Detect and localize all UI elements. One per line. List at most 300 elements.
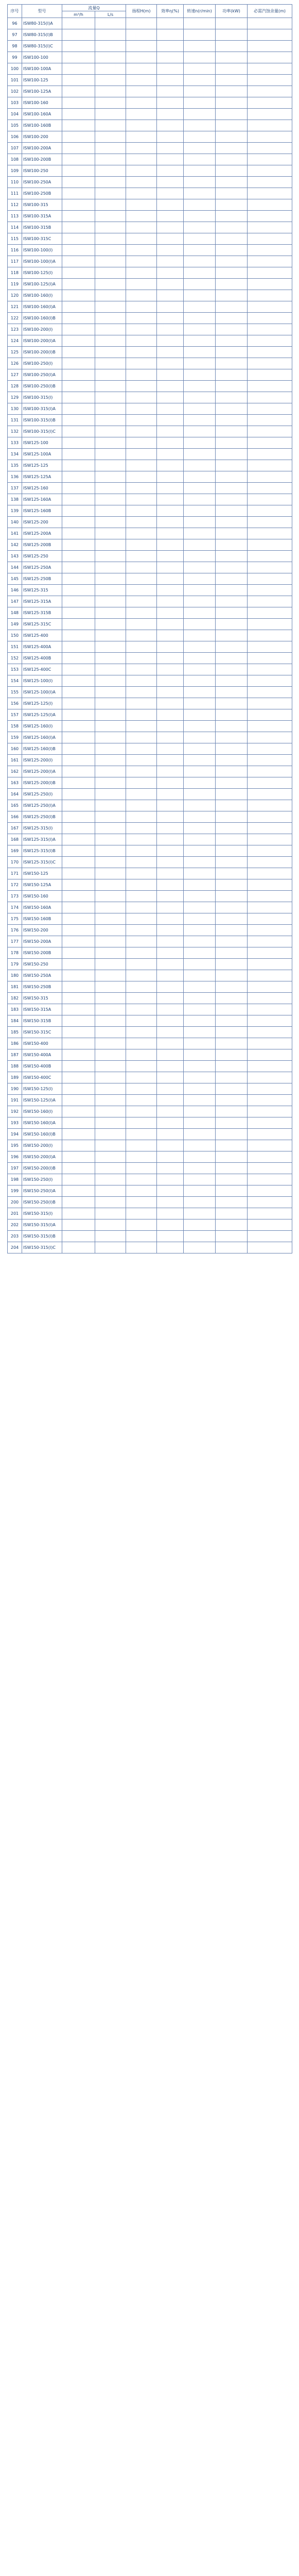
cell-power: [216, 709, 248, 721]
cell-efficiency: [157, 1004, 184, 1015]
cell-efficiency: [157, 483, 184, 494]
cell-power: [216, 41, 248, 52]
cell-power: [216, 528, 248, 539]
cell-model: ISW100-125(I): [22, 267, 62, 279]
cell-npsh: [248, 1140, 292, 1151]
cell-no: 103: [8, 97, 22, 109]
cell-npsh: [248, 199, 292, 211]
cell-no: 175: [8, 913, 22, 925]
cell-power: [216, 959, 248, 970]
cell-no: 151: [8, 641, 22, 653]
cell-speed: [184, 245, 216, 256]
table-row: [8, 245, 292, 256]
cell-speed: [184, 279, 216, 290]
cell-no: 191: [8, 1095, 22, 1106]
cell-efficiency: [157, 1049, 184, 1061]
cell-model: ISW125-400A: [22, 641, 62, 653]
cell-flow-ls: [95, 517, 126, 528]
cell-no: 164: [8, 789, 22, 800]
cell-no: 121: [8, 301, 22, 313]
cell-efficiency: [157, 698, 184, 709]
cell-no: 106: [8, 131, 22, 143]
cell-efficiency: [157, 211, 184, 222]
cell-model: ISW100-315C: [22, 233, 62, 245]
cell-speed: [184, 1027, 216, 1038]
cell-model: ISW150-200A: [22, 936, 62, 947]
cell-power: [216, 1185, 248, 1197]
cell-power: [216, 664, 248, 675]
table-row: [8, 403, 292, 415]
cell-flow-m3h: [62, 256, 95, 267]
cell-head: [126, 551, 157, 562]
cell-head: [126, 18, 157, 29]
cell-head: [126, 1027, 157, 1038]
cell-efficiency: [157, 313, 184, 324]
table-row: [8, 415, 292, 426]
cell-head: [126, 471, 157, 483]
cell-flow-m3h: [62, 539, 95, 551]
cell-head: [126, 29, 157, 41]
cell-speed: [184, 539, 216, 551]
cell-speed: [184, 1049, 216, 1061]
cell-npsh: [248, 1163, 292, 1174]
cell-npsh: [248, 1129, 292, 1140]
table-row: [8, 641, 292, 653]
table-row: [8, 1015, 292, 1027]
cell-power: [216, 1163, 248, 1174]
cell-npsh: [248, 687, 292, 698]
cell-no: 203: [8, 1231, 22, 1242]
cell-speed: [184, 641, 216, 653]
cell-flow-ls: [95, 1072, 126, 1083]
table-row: [8, 211, 292, 222]
cell-no: 189: [8, 1072, 22, 1083]
cell-model: ISW125-160(I)A: [22, 732, 62, 743]
cell-flow-ls: [95, 1129, 126, 1140]
cell-no: 201: [8, 1208, 22, 1219]
cell-npsh: [248, 845, 292, 857]
cell-flow-m3h: [62, 18, 95, 29]
table-row: [8, 562, 292, 573]
cell-no: 119: [8, 279, 22, 290]
cell-efficiency: [157, 777, 184, 789]
cell-model: ISW125-315B: [22, 607, 62, 619]
cell-efficiency: [157, 721, 184, 732]
table-row: [8, 1208, 292, 1219]
cell-power: [216, 823, 248, 834]
cell-flow-m3h: [62, 403, 95, 415]
cell-power: [216, 755, 248, 766]
cell-model: ISW100-100A: [22, 63, 62, 75]
cell-head: [126, 301, 157, 313]
table-row: [8, 109, 292, 120]
cell-npsh: [248, 245, 292, 256]
cell-head: [126, 358, 157, 369]
cell-flow-m3h: [62, 755, 95, 766]
cell-no: 187: [8, 1049, 22, 1061]
table-row: [8, 460, 292, 471]
cell-no: 99: [8, 52, 22, 63]
cell-power: [216, 483, 248, 494]
cell-model: ISW125-250: [22, 551, 62, 562]
cell-no: 113: [8, 211, 22, 222]
cell-head: [126, 845, 157, 857]
cell-efficiency: [157, 1027, 184, 1038]
table-row: [8, 925, 292, 936]
table-row: [8, 1095, 292, 1106]
cell-no: 122: [8, 313, 22, 324]
cell-efficiency: [157, 1208, 184, 1219]
cell-head: [126, 1117, 157, 1129]
cell-flow-m3h: [62, 936, 95, 947]
cell-npsh: [248, 1106, 292, 1117]
table-row: [8, 494, 292, 505]
cell-head: [126, 188, 157, 199]
cell-no: 152: [8, 653, 22, 664]
cell-npsh: [248, 437, 292, 449]
table-row: [8, 1049, 292, 1061]
cell-no: 115: [8, 233, 22, 245]
cell-flow-ls: [95, 1174, 126, 1185]
cell-flow-ls: [95, 199, 126, 211]
cell-flow-m3h: [62, 653, 95, 664]
cell-npsh: [248, 494, 292, 505]
cell-flow-ls: [95, 630, 126, 641]
cell-head: [126, 392, 157, 403]
cell-efficiency: [157, 539, 184, 551]
cell-npsh: [248, 596, 292, 607]
cell-model: ISW100-200B: [22, 154, 62, 165]
cell-npsh: [248, 709, 292, 721]
cell-power: [216, 211, 248, 222]
cell-efficiency: [157, 619, 184, 630]
cell-model: ISW100-160B: [22, 120, 62, 131]
cell-flow-ls: [95, 245, 126, 256]
cell-flow-ls: [95, 845, 126, 857]
cell-npsh: [248, 211, 292, 222]
cell-flow-m3h: [62, 664, 95, 675]
cell-model: ISW100-160A: [22, 109, 62, 120]
table-row: [8, 154, 292, 165]
cell-npsh: [248, 1151, 292, 1163]
cell-efficiency: [157, 1038, 184, 1049]
cell-speed: [184, 41, 216, 52]
cell-flow-m3h: [62, 267, 95, 279]
cell-model: ISW150-250(I)A: [22, 1185, 62, 1197]
table-row: [8, 1197, 292, 1208]
cell-head: [126, 936, 157, 947]
cell-power: [216, 891, 248, 902]
cell-power: [216, 619, 248, 630]
cell-head: [126, 902, 157, 913]
cell-efficiency: [157, 664, 184, 675]
cell-power: [216, 607, 248, 619]
cell-head: [126, 267, 157, 279]
table-row: [8, 347, 292, 358]
cell-model: ISW125-315(I)C: [22, 857, 62, 868]
cell-model: ISW100-250: [22, 165, 62, 177]
cell-speed: [184, 52, 216, 63]
cell-flow-ls: [95, 143, 126, 154]
cell-flow-m3h: [62, 800, 95, 811]
cell-power: [216, 109, 248, 120]
cell-flow-ls: [95, 562, 126, 573]
cell-flow-ls: [95, 75, 126, 86]
cell-power: [216, 437, 248, 449]
cell-speed: [184, 936, 216, 947]
cell-flow-m3h: [62, 789, 95, 800]
cell-head: [126, 483, 157, 494]
cell-no: 167: [8, 823, 22, 834]
cell-flow-ls: [95, 1049, 126, 1061]
cell-efficiency: [157, 585, 184, 596]
cell-no: 176: [8, 925, 22, 936]
table-row: [8, 913, 292, 925]
cell-head: [126, 347, 157, 358]
cell-power: [216, 970, 248, 981]
cell-power: [216, 154, 248, 165]
cell-flow-m3h: [62, 1015, 95, 1027]
header-speed: 转速n(r/min): [184, 5, 216, 18]
cell-npsh: [248, 1174, 292, 1185]
cell-head: [126, 800, 157, 811]
cell-flow-m3h: [62, 381, 95, 392]
cell-efficiency: [157, 517, 184, 528]
cell-flow-ls: [95, 1004, 126, 1015]
cell-speed: [184, 437, 216, 449]
cell-head: [126, 279, 157, 290]
cell-flow-ls: [95, 109, 126, 120]
cell-npsh: [248, 879, 292, 891]
cell-power: [216, 868, 248, 879]
cell-model: ISW150-200(I): [22, 1140, 62, 1151]
cell-flow-ls: [95, 1117, 126, 1129]
cell-flow-m3h: [62, 109, 95, 120]
cell-npsh: [248, 267, 292, 279]
cell-flow-m3h: [62, 188, 95, 199]
cell-speed: [184, 766, 216, 777]
cell-head: [126, 1129, 157, 1140]
cell-flow-ls: [95, 460, 126, 471]
cell-speed: [184, 165, 216, 177]
cell-speed: [184, 1219, 216, 1231]
cell-efficiency: [157, 222, 184, 233]
cell-speed: [184, 664, 216, 675]
table-row: [8, 301, 292, 313]
cell-speed: [184, 154, 216, 165]
cell-model: ISW150-160B: [22, 913, 62, 925]
cell-flow-m3h: [62, 233, 95, 245]
cell-flow-ls: [95, 551, 126, 562]
cell-head: [126, 947, 157, 959]
cell-efficiency: [157, 970, 184, 981]
cell-model: ISW150-160(I): [22, 1106, 62, 1117]
cell-flow-ls: [95, 925, 126, 936]
cell-flow-m3h: [62, 1197, 95, 1208]
cell-no: 147: [8, 596, 22, 607]
cell-model: ISW100-125A: [22, 86, 62, 97]
cell-model: ISW125-250B: [22, 573, 62, 585]
cell-model: ISW100-100(I)A: [22, 256, 62, 267]
cell-npsh: [248, 970, 292, 981]
cell-flow-m3h: [62, 675, 95, 687]
cell-flow-ls: [95, 1185, 126, 1197]
cell-no: 200: [8, 1197, 22, 1208]
cell-head: [126, 211, 157, 222]
cell-efficiency: [157, 131, 184, 143]
cell-flow-m3h: [62, 891, 95, 902]
cell-efficiency: [157, 596, 184, 607]
cell-model: ISW100-200: [22, 131, 62, 143]
cell-power: [216, 1072, 248, 1083]
table-row: [8, 868, 292, 879]
table-row: [8, 279, 292, 290]
header-model: 型号: [22, 5, 62, 18]
cell-head: [126, 1140, 157, 1151]
cell-flow-m3h: [62, 358, 95, 369]
cell-flow-m3h: [62, 1061, 95, 1072]
cell-flow-ls: [95, 437, 126, 449]
cell-model: ISW125-100(I)A: [22, 687, 62, 698]
cell-no: 160: [8, 743, 22, 755]
cell-speed: [184, 834, 216, 845]
cell-flow-m3h: [62, 1049, 95, 1061]
cell-flow-ls: [95, 188, 126, 199]
cell-head: [126, 1049, 157, 1061]
cell-power: [216, 641, 248, 653]
cell-model: ISW100-200(I)A: [22, 335, 62, 347]
table-row: [8, 1174, 292, 1185]
table-row: [8, 1129, 292, 1140]
cell-npsh: [248, 18, 292, 29]
cell-power: [216, 143, 248, 154]
cell-efficiency: [157, 347, 184, 358]
cell-efficiency: [157, 789, 184, 800]
cell-speed: [184, 426, 216, 437]
cell-efficiency: [157, 86, 184, 97]
cell-head: [126, 143, 157, 154]
cell-head: [126, 539, 157, 551]
cell-model: ISW100-200A: [22, 143, 62, 154]
cell-flow-m3h: [62, 687, 95, 698]
cell-power: [216, 1174, 248, 1185]
cell-flow-ls: [95, 1027, 126, 1038]
cell-flow-m3h: [62, 1163, 95, 1174]
cell-no: 156: [8, 698, 22, 709]
cell-model: ISW125-200(I): [22, 755, 62, 766]
cell-efficiency: [157, 1095, 184, 1106]
cell-efficiency: [157, 403, 184, 415]
cell-flow-m3h: [62, 415, 95, 426]
cell-power: [216, 1197, 248, 1208]
cell-power: [216, 494, 248, 505]
cell-power: [216, 913, 248, 925]
cell-power: [216, 698, 248, 709]
cell-speed: [184, 256, 216, 267]
cell-flow-ls: [95, 1061, 126, 1072]
cell-flow-ls: [95, 800, 126, 811]
cell-npsh: [248, 86, 292, 97]
cell-power: [216, 879, 248, 891]
cell-speed: [184, 789, 216, 800]
cell-efficiency: [157, 811, 184, 823]
cell-head: [126, 1219, 157, 1231]
cell-npsh: [248, 789, 292, 800]
cell-power: [216, 811, 248, 823]
cell-speed: [184, 1106, 216, 1117]
cell-flow-m3h: [62, 596, 95, 607]
cell-efficiency: [157, 1242, 184, 1253]
cell-no: 197: [8, 1163, 22, 1174]
cell-model: ISW150-315(I): [22, 1208, 62, 1219]
cell-head: [126, 313, 157, 324]
header-flow-ls: L/s: [95, 11, 126, 18]
cell-no: 134: [8, 449, 22, 460]
cell-speed: [184, 709, 216, 721]
cell-model: ISW125-160(I)B: [22, 743, 62, 755]
cell-power: [216, 1061, 248, 1072]
cell-model: ISW100-125(I)A: [22, 279, 62, 290]
cell-efficiency: [157, 41, 184, 52]
cell-efficiency: [157, 505, 184, 517]
cell-speed: [184, 301, 216, 313]
cell-speed: [184, 687, 216, 698]
cell-no: 144: [8, 562, 22, 573]
cell-head: [126, 120, 157, 131]
cell-no: 192: [8, 1106, 22, 1117]
cell-head: [126, 324, 157, 335]
cell-head: [126, 426, 157, 437]
cell-npsh: [248, 1072, 292, 1083]
cell-model: ISW150-315B: [22, 1015, 62, 1027]
cell-model: ISW150-160: [22, 891, 62, 902]
cell-flow-ls: [95, 1197, 126, 1208]
cell-power: [216, 505, 248, 517]
cell-flow-m3h: [62, 75, 95, 86]
cell-speed: [184, 494, 216, 505]
cell-speed: [184, 551, 216, 562]
cell-power: [216, 1049, 248, 1061]
cell-no: 159: [8, 732, 22, 743]
cell-model: ISW125-160B: [22, 505, 62, 517]
cell-speed: [184, 1072, 216, 1083]
cell-speed: [184, 596, 216, 607]
cell-no: 179: [8, 959, 22, 970]
cell-power: [216, 460, 248, 471]
table-row: [8, 936, 292, 947]
cell-flow-ls: [95, 1242, 126, 1253]
table-row: [8, 41, 292, 52]
cell-model: ISW100-160(I)A: [22, 301, 62, 313]
cell-flow-ls: [95, 766, 126, 777]
cell-no: 204: [8, 1242, 22, 1253]
cell-flow-ls: [95, 1015, 126, 1027]
cell-model: ISW150-315A: [22, 1004, 62, 1015]
cell-power: [216, 766, 248, 777]
cell-flow-ls: [95, 721, 126, 732]
cell-efficiency: [157, 1197, 184, 1208]
cell-model: ISW100-315A: [22, 211, 62, 222]
cell-flow-m3h: [62, 823, 95, 834]
cell-model: ISW125-250(I)B: [22, 811, 62, 823]
table-row: [8, 29, 292, 41]
cell-no: 185: [8, 1027, 22, 1038]
cell-flow-ls: [95, 471, 126, 483]
cell-head: [126, 1208, 157, 1219]
cell-npsh: [248, 154, 292, 165]
cell-no: 127: [8, 369, 22, 381]
cell-head: [126, 154, 157, 165]
